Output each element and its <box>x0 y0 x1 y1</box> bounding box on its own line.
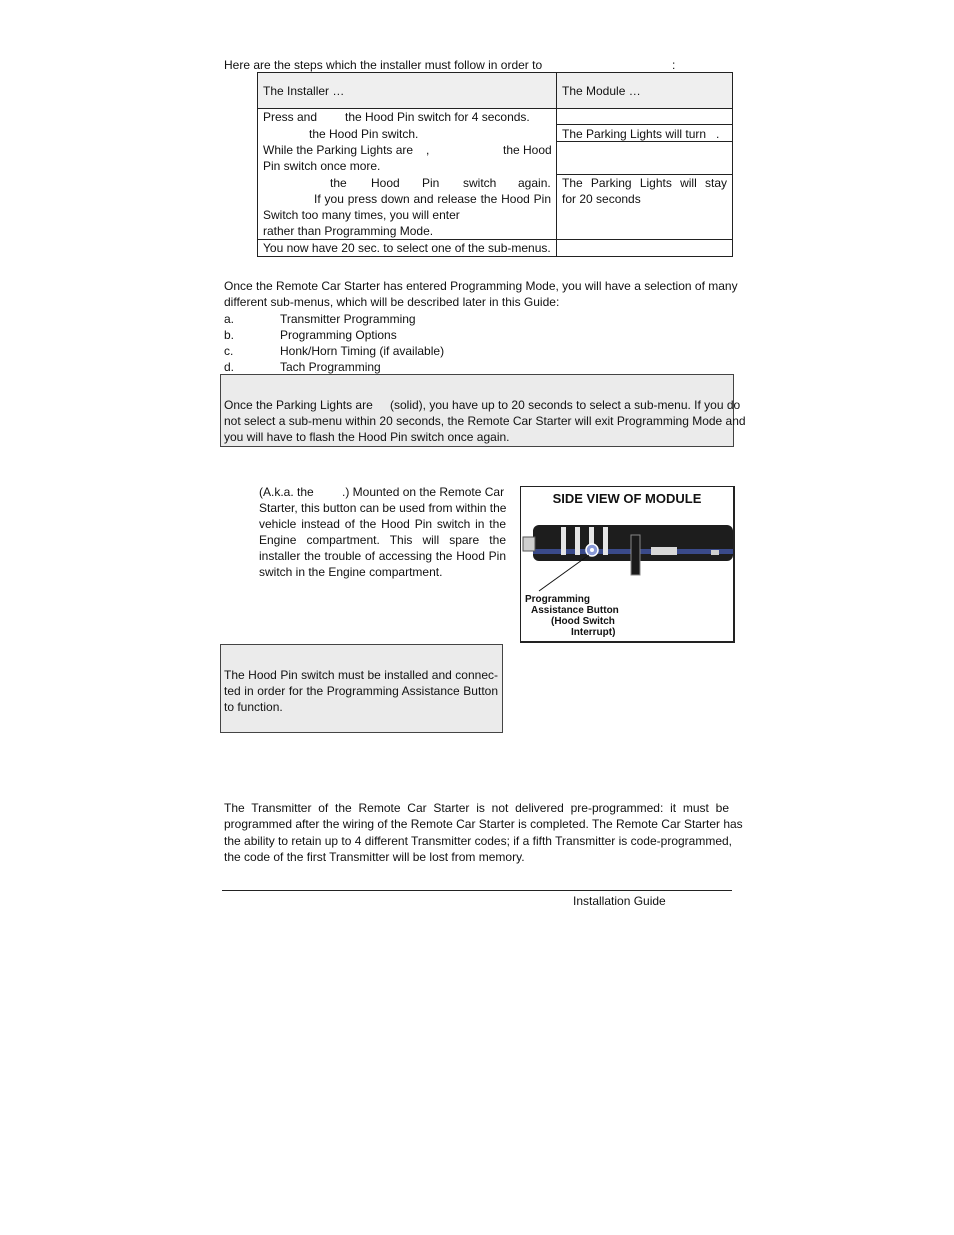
note2-text-b: ted in order for the Programming Assistance Button <box>224 684 498 698</box>
paragraph-2-line-1: The Transmitter of the Remote Car Starter is not delivered pre-programmed: it must be <box>224 801 729 815</box>
submenu-label: Tach Programming <box>280 360 381 374</box>
footer-text: Installation Guide <box>573 894 666 908</box>
footer-rule <box>222 890 732 891</box>
pab-text-c: Starter, this button can be used from within the <box>259 501 507 515</box>
paragraph-1-line-2: different sub-menus, which will be described later in this Guide: <box>224 295 560 309</box>
header-module: The Module … <box>562 84 641 98</box>
paragraph-2-line-3: the ability to retain up to 4 different Transmitter codes; if a fifth Transmitter is code-programmed, <box>224 834 733 848</box>
paragraph-2-line-4: the code of the first Transmitter will be lost from memory. <box>224 850 525 864</box>
module-side-view-figure <box>520 486 735 643</box>
intro-text: Here are the steps which the installer must follow in order to <box>224 58 543 72</box>
pab-text-g: switch in the Engine compartment. <box>259 565 443 579</box>
row1-text-a: Press and <box>263 110 318 124</box>
pab-text-e: Engine compartment. This will spare the <box>259 533 506 547</box>
submenu-letter: c. <box>224 344 234 358</box>
module-row4-text-b: for 20 seconds <box>562 192 641 206</box>
submenu-label: Programming Options <box>280 328 397 342</box>
row3-text-c: Switch too many times, you will enter <box>263 208 460 222</box>
pab-text-b: .) Mounted on the Remote Car <box>342 485 505 499</box>
note2-text-a: The Hood Pin switch must be installed and connec- <box>224 668 498 682</box>
note1-text-a: Once the Parking Lights are <box>224 398 373 412</box>
row2-text-b: , <box>426 143 430 157</box>
row1-text-c: the Hood Pin switch. <box>309 127 419 141</box>
pab-text-d: vehicle instead of the Hood Pin switch in the <box>259 517 506 531</box>
note1-text-d: you will have to flash the Hood Pin switch once again. <box>224 430 510 444</box>
row2-text-a: While the Parking Lights are <box>263 143 414 157</box>
steps-table <box>257 72 733 257</box>
paragraph-1-line-1: Once the Remote Car Starter has entered Programming Mode, you will have a selection of many <box>224 279 738 293</box>
row2-text-c: the Hood <box>503 143 552 157</box>
intro-colon: : <box>672 58 676 72</box>
row3-text-b: If you press down and release the Hood Pin <box>314 192 551 206</box>
figure-label-4: Interrupt) <box>571 627 616 638</box>
submenu-letter: a. <box>224 312 235 326</box>
submenu-label: Transmitter Programming <box>280 312 416 326</box>
note1-text-b: (solid), you have up to 20 seconds to select a sub-menu. If you do <box>390 398 741 412</box>
figure-label-2: Assistance Button <box>531 605 619 616</box>
submenu-label: Honk/Horn Timing (if available) <box>280 344 445 358</box>
row3-word-switch: switch <box>463 176 497 190</box>
figure-label-1: Programming <box>525 594 591 605</box>
header-installer: The Installer … <box>263 84 345 98</box>
module-row2-period: . <box>716 127 720 141</box>
note2-text-c: to function. <box>224 700 283 714</box>
row4-text: You now have 20 sec. to select one of the sub-menus. <box>263 241 551 255</box>
row3-word-again: again. <box>518 176 551 190</box>
row1-text-b: the Hood Pin switch for 4 seconds. <box>345 110 530 124</box>
figure-title: SIDE VIEW OF MODULE <box>552 491 702 506</box>
module-row2-text: The Parking Lights will turn <box>562 127 707 141</box>
row2-text-d: Pin switch once more. <box>263 159 381 173</box>
pab-text-a: (A.k.a. the <box>259 485 314 499</box>
row3-word-pin: Pin <box>422 176 440 190</box>
paragraph-2-line-2: programmed after the wiring of the Remote Car Starter is completed. The Remote Car Starter has <box>224 817 743 831</box>
row3-word-the: the <box>330 176 347 190</box>
submenu-letter: b. <box>224 328 235 342</box>
figure-label-3: (Hood Switch <box>551 616 615 627</box>
pab-text-f: installer the trouble of accessing the Hood Pin <box>259 549 506 563</box>
submenu-letter: d. <box>224 360 235 374</box>
row3-word-hood: Hood <box>371 176 400 190</box>
module-row4-text-a: The Parking Lights will stay <box>562 176 727 190</box>
row3-text-d: rather than Programming Mode. <box>263 224 434 238</box>
note1-text-c: not select a sub-menu within 20 seconds, the Remote Car Starter will exit Programming Mode and <box>224 414 746 428</box>
